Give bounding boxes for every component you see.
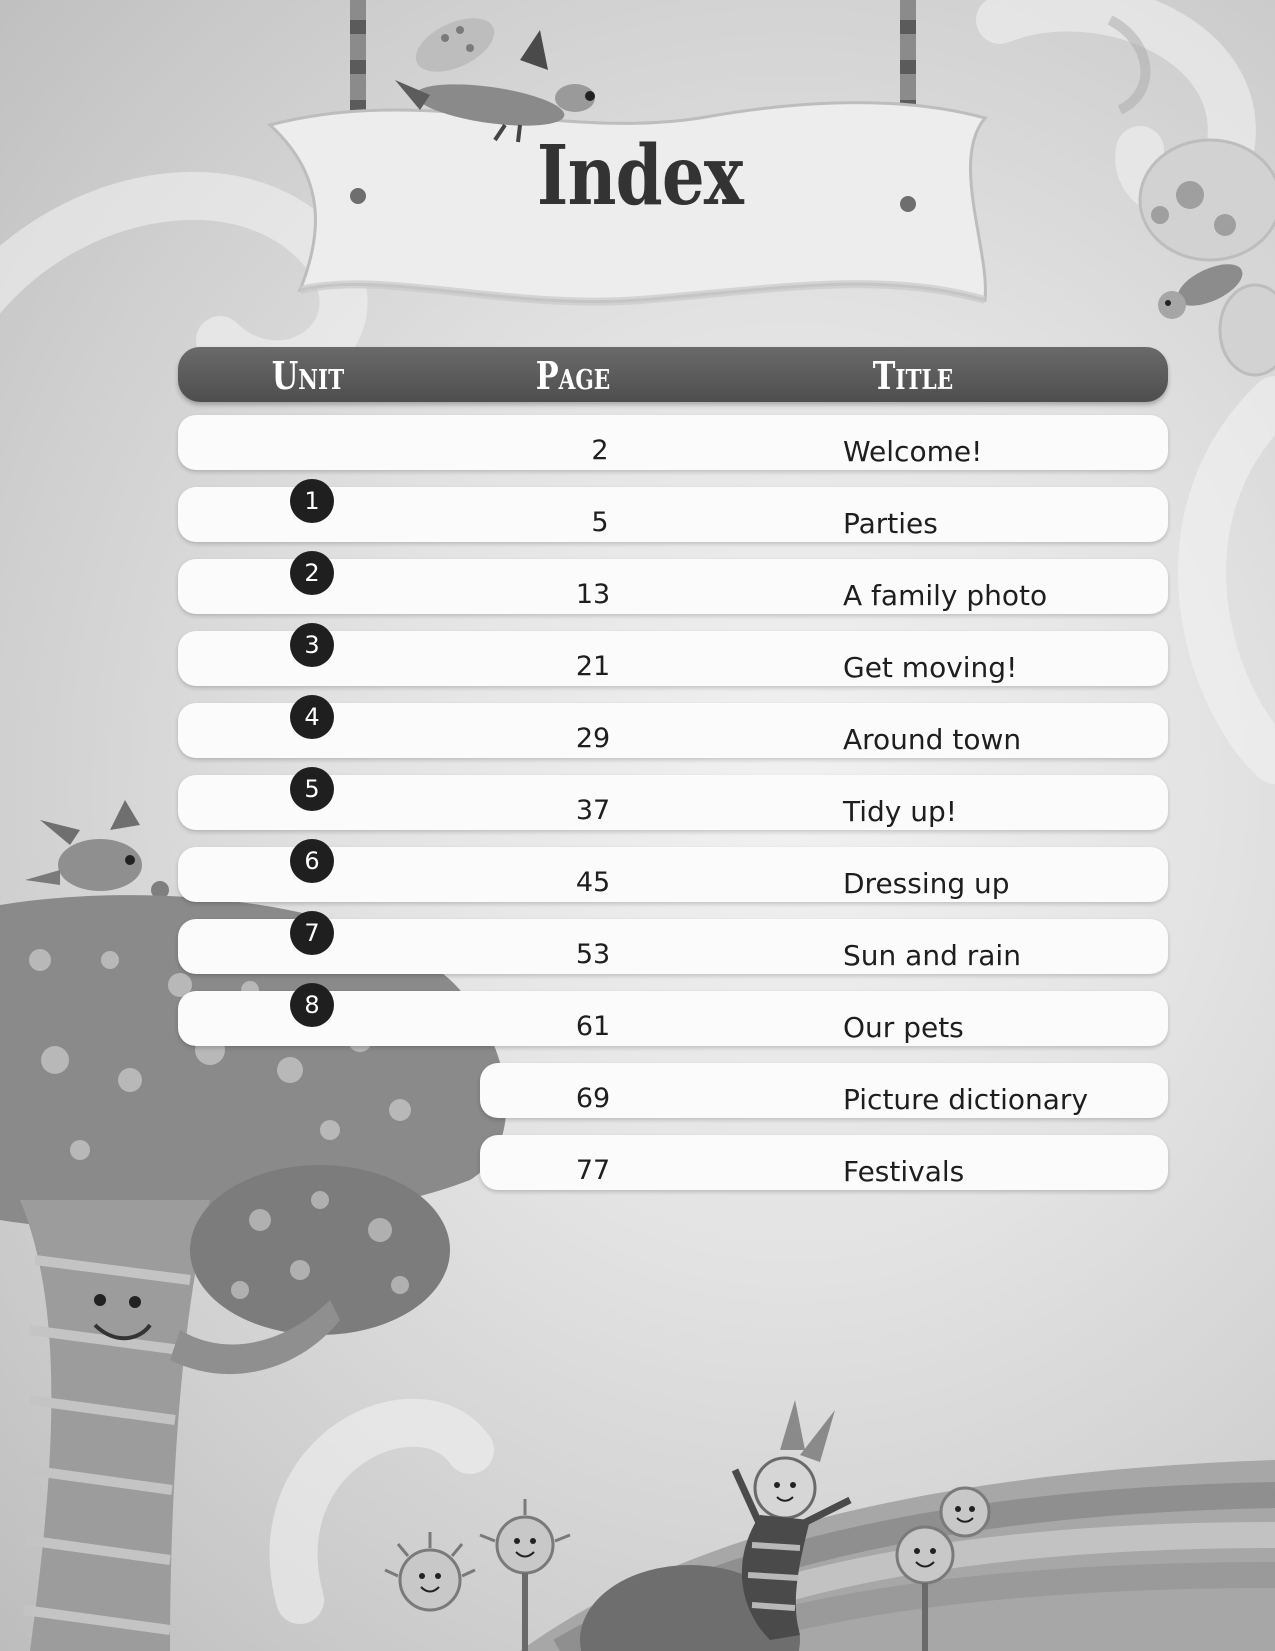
index-row (178, 487, 1168, 542)
index-row (178, 847, 1168, 902)
unit-title: Get moving! (843, 651, 1018, 684)
column-header-page: Page (535, 353, 611, 398)
index-table-header (178, 347, 1168, 402)
page-number: 53 (575, 939, 611, 970)
unit-title: Parties (843, 507, 938, 540)
index-row (480, 1063, 1168, 1118)
unit-title: A family photo (843, 579, 1048, 612)
page-number: 29 (575, 723, 611, 754)
page-title: Index (536, 128, 744, 224)
unit-title: Tidy up! (843, 795, 958, 828)
page-number: 77 (575, 1155, 611, 1186)
page-number: 37 (575, 795, 611, 826)
column-header-title: Title (872, 353, 954, 398)
page-number: 45 (575, 867, 611, 898)
unit-title: Sun and rain (843, 939, 1021, 972)
unit-title: Dressing up (843, 867, 1010, 900)
unit-badge: 4 (290, 695, 334, 739)
unit-badge: 2 (290, 551, 334, 595)
unit-title: Festivals (843, 1155, 965, 1188)
page-number: 5 (591, 507, 609, 538)
index-row (178, 631, 1168, 686)
unit-badge: 1 (290, 479, 334, 523)
index-row (178, 703, 1168, 758)
page-number: 2 (591, 435, 609, 466)
unit-badge: 3 (290, 623, 334, 667)
bird-character-icon (25, 800, 169, 912)
index-row (178, 415, 1168, 470)
unit-title: Our pets (843, 1011, 964, 1044)
index-row (178, 991, 1168, 1046)
unit-badge: 7 (290, 911, 334, 955)
unit-title: Picture dictionary (843, 1083, 1089, 1116)
unit-badge: 8 (290, 983, 334, 1027)
unit-title: Welcome! (843, 435, 983, 468)
butterfly-character-icon (1140, 140, 1275, 375)
column-header-unit: Unit (271, 353, 345, 398)
unit-badge: 6 (290, 839, 334, 883)
page-number: 61 (575, 1011, 611, 1042)
page-number: 69 (575, 1083, 611, 1114)
page-number: 13 (575, 579, 611, 610)
unit-badge: 5 (290, 767, 334, 811)
index-row (178, 919, 1168, 974)
index-row (178, 775, 1168, 830)
index-row (480, 1135, 1168, 1190)
unit-title: Around town (843, 723, 1022, 756)
page-number: 21 (575, 651, 611, 682)
index-row (178, 559, 1168, 614)
